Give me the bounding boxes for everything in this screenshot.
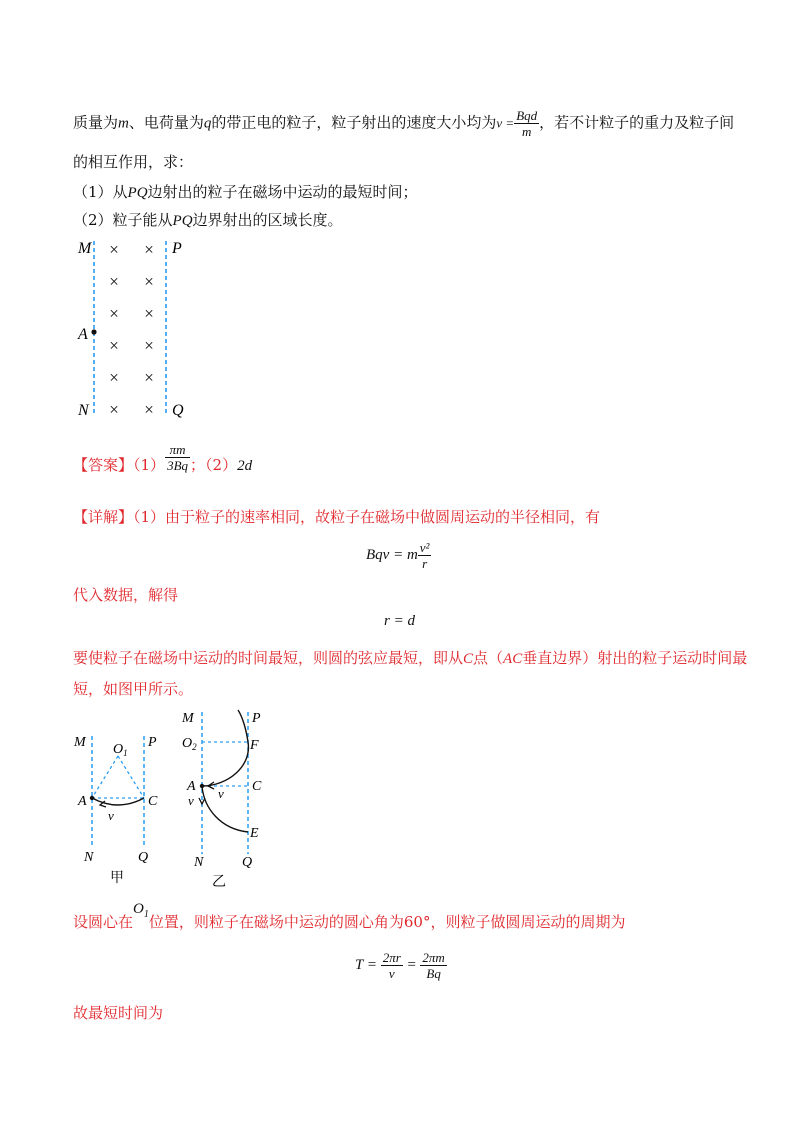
velocity-fraction <box>514 108 539 139</box>
equation-1 <box>366 540 431 571</box>
text: 质量为 <box>73 113 119 132</box>
answer-line <box>73 441 253 483</box>
detail-line-2: 代入数据，解得 <box>73 586 179 604</box>
frac-den: 3Bq <box>167 457 189 473</box>
cross: × <box>109 304 119 323</box>
label-O1 <box>113 742 128 758</box>
frac-den: v <box>388 966 395 981</box>
var-m: m <box>118 115 129 132</box>
detail-line-5 <box>73 901 626 939</box>
detail-line-4: 短，如图甲所示。 <box>73 680 194 698</box>
detail-label: 【详解】 <box>73 508 134 526</box>
var-C: C <box>463 651 474 667</box>
label-N: N <box>78 402 89 419</box>
field-diagram <box>70 235 210 425</box>
label-A: A <box>78 794 87 809</box>
cross: × <box>109 240 119 259</box>
label-M: M <box>182 711 194 726</box>
label-F: F <box>250 738 259 753</box>
radius-O1A <box>92 756 118 798</box>
frac-num: Bqd <box>516 108 538 123</box>
figure-jia <box>68 728 178 888</box>
text: （1）由于粒子的速率相同，故粒子在磁场中做圆周运动的半径相同，有 <box>133 508 601 526</box>
figure-yi <box>176 704 286 894</box>
detail-line-1 <box>73 507 600 527</box>
frac-den: Bq <box>426 966 441 981</box>
cross: × <box>109 368 119 387</box>
point-A <box>90 796 94 800</box>
label-Q: Q <box>138 850 149 865</box>
label-P: P <box>252 711 261 726</box>
label-v2: v <box>188 793 194 808</box>
sub-1: 1 <box>123 748 128 758</box>
O: O <box>113 742 124 757</box>
var-AC: AC <box>503 651 523 667</box>
label-O2 <box>182 736 197 752</box>
equation-3 <box>355 950 447 981</box>
answer-label: 【答案】 <box>73 456 134 474</box>
cross: × <box>109 272 119 291</box>
trajectory-upper <box>202 710 248 786</box>
text: （2）粒子能从 <box>73 211 173 229</box>
question-1 <box>73 182 418 203</box>
eq3-frac-2 <box>420 950 446 981</box>
text: 设圆心在 <box>73 913 134 931</box>
caption-jia: 甲 <box>110 871 124 886</box>
text: 位置，则粒子在磁场中运动的圆心角为60°，则粒子做圆周运动的周期为 <box>148 913 626 931</box>
trajectory-lower <box>202 786 248 832</box>
text: ，若不计粒子的重力及粒子间 <box>539 113 735 132</box>
text: ； <box>190 456 206 474</box>
point-A <box>200 784 204 788</box>
frac-den: m <box>521 124 532 139</box>
cross: × <box>109 336 119 355</box>
eq-lhs: Bqv = m <box>366 546 418 563</box>
eq-lhs: T = <box>355 956 377 973</box>
label-M: M <box>78 240 92 257</box>
O: O <box>182 736 193 751</box>
answer-1-fraction <box>165 442 190 473</box>
text: 边射出的粒子在磁场中运动的最短时间； <box>147 183 418 201</box>
text: 的带正电的粒子，粒子射出的速度大小均为 <box>211 113 497 132</box>
text: （2） <box>205 456 238 474</box>
point-A <box>91 329 96 334</box>
cross: × <box>144 400 154 419</box>
caption-yi: 乙 <box>212 875 226 890</box>
text: （1）从 <box>73 183 128 201</box>
frac-num: πm <box>165 442 190 458</box>
sub-2: 2 <box>192 742 197 752</box>
label-P: P <box>172 240 182 257</box>
var-O1 <box>133 901 149 920</box>
frac-num: 2πr <box>382 950 401 965</box>
eq3-frac-1 <box>381 950 403 981</box>
detail-line-3 <box>73 648 747 669</box>
problem-line-1 <box>73 108 734 139</box>
label-Q: Q <box>242 855 253 870</box>
label-C: C <box>252 779 262 794</box>
text: 、电荷量为 <box>128 113 204 132</box>
label-C: C <box>148 794 158 809</box>
label-N: N <box>84 850 94 865</box>
radius-O1C <box>118 756 144 798</box>
equation-2: r = d <box>384 613 415 629</box>
O: O <box>133 901 144 917</box>
label-N: N <box>194 855 204 870</box>
field-crosses <box>109 240 154 419</box>
text: 点（ <box>473 649 504 667</box>
label-M: M <box>74 735 86 750</box>
var-PQ: PQ <box>127 185 148 201</box>
label-v: v <box>108 808 114 823</box>
trajectory-arc <box>92 798 144 805</box>
frac-den: r <box>422 556 428 571</box>
cross: × <box>144 304 154 323</box>
problem-line-2: 的相互作用，求： <box>73 153 194 171</box>
text: （1） <box>133 456 166 474</box>
frac-num: v² <box>419 540 430 555</box>
text: 要使粒子在磁场中运动的时间最短，则圆的弦应最短，即从 <box>73 649 464 667</box>
cross: × <box>144 336 154 355</box>
question-2 <box>73 210 343 231</box>
cross: × <box>109 400 119 419</box>
label-A: A <box>78 326 88 343</box>
cross: × <box>144 368 154 387</box>
label-v1: v <box>218 786 224 801</box>
label-P: P <box>148 735 157 750</box>
cross: × <box>144 240 154 259</box>
text: 边界射出的区域长度。 <box>192 211 343 229</box>
detail-line-6: 故最短时间为 <box>73 1004 164 1022</box>
eq1-fraction <box>418 540 432 571</box>
eq-sign: = <box>406 956 417 973</box>
v-eq: v = <box>496 115 515 131</box>
label-Q: Q <box>172 402 184 419</box>
label-E: E <box>250 826 259 841</box>
frac-num: 2πm <box>422 950 445 965</box>
var-q: q <box>203 115 212 132</box>
sub: 1 <box>143 909 149 920</box>
cross: × <box>144 272 154 291</box>
label-A: A <box>187 779 196 794</box>
text: 垂直边界）射出的粒子运动时间最 <box>522 649 748 667</box>
answer-2: 2d <box>237 458 253 474</box>
var-PQ: PQ <box>172 213 193 229</box>
